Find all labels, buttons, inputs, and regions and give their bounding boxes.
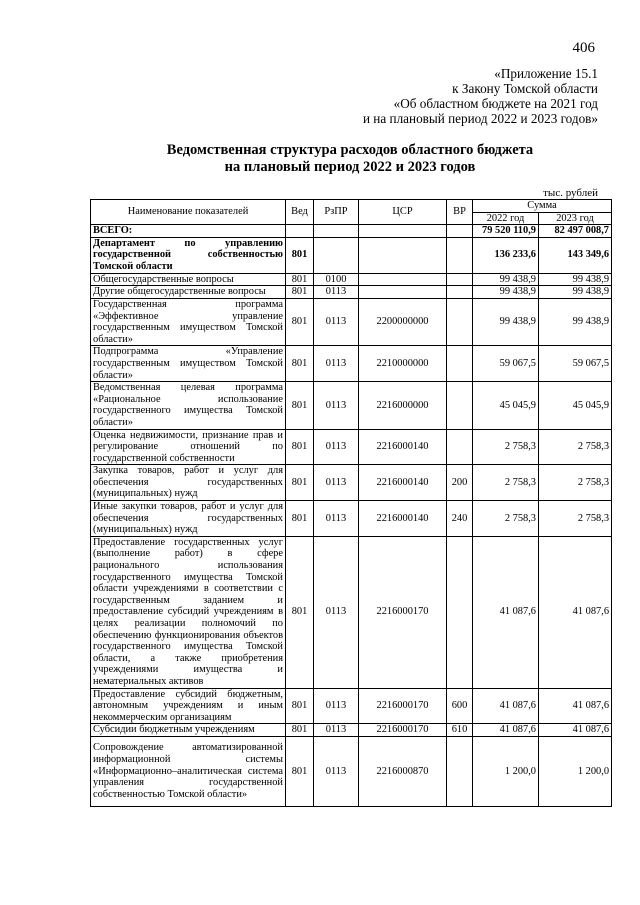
- row-rzpr: 0113: [314, 382, 359, 429]
- document-title: [90, 142, 610, 176]
- row-name: Ведомственная целевая программа «Рациональное использование государственного имущества Томской области»: [91, 382, 286, 429]
- expenditure-table: [90, 199, 612, 807]
- row-csr: 2216000170: [359, 724, 447, 737]
- row-ved: 801: [286, 501, 314, 537]
- row-2023: 99 438,9: [539, 286, 612, 299]
- appendix-line-2: к Закону Томской области: [452, 81, 598, 96]
- row-vr: [447, 298, 473, 345]
- row-ved: 801: [286, 346, 314, 382]
- row-vr: [447, 382, 473, 429]
- table-row: [91, 429, 612, 465]
- row-2022: 1 200,0: [473, 736, 539, 806]
- table-row: [91, 536, 612, 688]
- row-2023: 59 067,5: [539, 346, 612, 382]
- table-row: [91, 298, 612, 345]
- row-rzpr: 0113: [314, 501, 359, 537]
- table-row: [91, 501, 612, 537]
- row-ved: 801: [286, 273, 314, 286]
- row-2022: 41 087,6: [473, 724, 539, 737]
- row-csr: 2216000140: [359, 465, 447, 501]
- row-vr: 600: [447, 688, 473, 724]
- table-row: [91, 688, 612, 724]
- row-2022: 41 087,6: [473, 536, 539, 688]
- row-2022: 99 438,9: [473, 286, 539, 299]
- row-vr: [447, 429, 473, 465]
- row-2022: 41 087,6: [473, 688, 539, 724]
- row-2022: 2 758,3: [473, 465, 539, 501]
- department-2022: 136 233,6: [473, 237, 539, 273]
- department-name-line-3: Томской области: [93, 261, 173, 273]
- row-csr: 2216000140: [359, 501, 447, 537]
- department-name: [91, 237, 286, 273]
- department-name-line-2: государственной собственностью: [93, 249, 283, 261]
- total-2022: 79 520 110,9: [473, 225, 539, 238]
- row-csr: [359, 286, 447, 299]
- row-name: Оценка недвижимости, признание прав и регулирование отношений по государственной собственности: [91, 429, 286, 465]
- row-name: Субсидии бюджетным учреждениям: [91, 724, 286, 737]
- table-body: [91, 225, 612, 807]
- row-csr: 2216000870: [359, 736, 447, 806]
- row-2023: 41 087,6: [539, 536, 612, 688]
- row-ved: 801: [286, 536, 314, 688]
- row-csr: 2216000170: [359, 536, 447, 688]
- row-csr: 2210000000: [359, 346, 447, 382]
- table-row: [91, 382, 612, 429]
- row-2023: 2 758,3: [539, 501, 612, 537]
- row-name: Сопровождение автоматизированной информационной системы «Информационно–аналитическая система управления государственной собственностью Томской области»: [91, 736, 286, 806]
- row-rzpr: 0113: [314, 429, 359, 465]
- table-row: [91, 346, 612, 382]
- row-2023: 2 758,3: [539, 429, 612, 465]
- row-2022: 2 758,3: [473, 501, 539, 537]
- row-ved: 801: [286, 298, 314, 345]
- department-2023: 143 349,6: [539, 237, 612, 273]
- row-csr: 2216000140: [359, 429, 447, 465]
- row-vr: [447, 346, 473, 382]
- header-rzpr: РзПР: [314, 200, 359, 225]
- row-2022: 99 438,9: [473, 298, 539, 345]
- row-rzpr: 0113: [314, 724, 359, 737]
- row-ved: 801: [286, 465, 314, 501]
- appendix-header: [363, 66, 598, 126]
- header-vr: ВР: [447, 200, 473, 225]
- row-csr: 2216000000: [359, 382, 447, 429]
- total-2023: 82 497 008,7: [539, 225, 612, 238]
- row-2023: 41 087,6: [539, 724, 612, 737]
- appendix-line-1: «Приложение 15.1: [494, 66, 598, 81]
- row-2022: 59 067,5: [473, 346, 539, 382]
- table-row: [91, 736, 612, 806]
- row-rzpr: 0113: [314, 536, 359, 688]
- row-ved: 801: [286, 429, 314, 465]
- page-number: 406: [572, 40, 595, 56]
- units-label: тыс. рублей: [543, 187, 598, 199]
- row-2023: 99 438,9: [539, 273, 612, 286]
- header-2022: 2022 год: [473, 212, 539, 225]
- row-rzpr: 0113: [314, 286, 359, 299]
- header-csr: ЦСР: [359, 200, 447, 225]
- row-name: Предоставление государственных услуг (выполнение работ) в сфере рационального использования государственного имущества Томской области учреждениями в соответствии с государственным заданием и предоставление субсидий учреждениям в целях реализации полномочий по обеспечению функционирования объектов государственного имущества Томской области, а также приобретения учреждениями имущества и нематериальных активов: [91, 536, 286, 688]
- appendix-line-3: «Об областном бюджете на 2021 год: [393, 96, 598, 111]
- row-vr: 200: [447, 465, 473, 501]
- row-2022: 2 758,3: [473, 429, 539, 465]
- row-ved: 801: [286, 688, 314, 724]
- table-row: [91, 273, 612, 286]
- table-row: [91, 465, 612, 501]
- row-2023: 45 045,9: [539, 382, 612, 429]
- row-ved: 801: [286, 724, 314, 737]
- department-ved: 801: [286, 237, 314, 273]
- row-2022: 99 438,9: [473, 273, 539, 286]
- row-vr: [447, 273, 473, 286]
- row-vr: 240: [447, 501, 473, 537]
- row-csr: 2216000170: [359, 688, 447, 724]
- row-vr: [447, 536, 473, 688]
- row-name: Другие общегосударственные вопросы: [91, 286, 286, 299]
- row-rzpr: 0113: [314, 346, 359, 382]
- title-line-1: Ведомственная структура расходов областного бюджета: [166, 142, 534, 158]
- header-ved: Вед: [286, 200, 314, 225]
- total-row: [91, 225, 612, 238]
- row-name: Государственная программа «Эффективное управление государственным имуществом Томской области»: [91, 298, 286, 345]
- title-line-2: на плановый период 2022 и 2023 годов: [224, 159, 476, 175]
- department-name-line-1: Департамент по управлению: [93, 237, 283, 249]
- row-2023: 1 200,0: [539, 736, 612, 806]
- row-vr: 610: [447, 724, 473, 737]
- table-row: [91, 286, 612, 299]
- row-2023: 41 087,6: [539, 688, 612, 724]
- row-csr: 2200000000: [359, 298, 447, 345]
- header-sum: Сумма: [473, 200, 612, 213]
- row-2023: 99 438,9: [539, 298, 612, 345]
- row-vr: [447, 286, 473, 299]
- row-ved: 801: [286, 382, 314, 429]
- row-name: Иные закупки товаров, работ и услуг для обеспечения государственных (муниципальных) нужд: [91, 501, 286, 537]
- table-row: [91, 724, 612, 737]
- department-row: [91, 237, 612, 273]
- header-2023: 2023 год: [539, 212, 612, 225]
- row-csr: [359, 273, 447, 286]
- row-2022: 45 045,9: [473, 382, 539, 429]
- row-rzpr: 0113: [314, 298, 359, 345]
- table-header: [91, 200, 612, 225]
- row-name: Подпрограмма «Управление государственным имуществом Томской области»: [91, 346, 286, 382]
- row-ved: 801: [286, 736, 314, 806]
- total-label: ВСЕГО:: [91, 225, 286, 238]
- row-name: Общегосударственные вопросы: [91, 273, 286, 286]
- header-name: Наименование показателей: [91, 200, 286, 225]
- row-vr: [447, 736, 473, 806]
- row-name: Закупка товаров, работ и услуг для обеспечения государственных (муниципальных) нужд: [91, 465, 286, 501]
- appendix-line-4: и на плановый период 2022 и 2023 годов»: [362, 111, 598, 126]
- row-rzpr: 0100: [314, 273, 359, 286]
- row-name: Предоставление субсидий бюджетным, автономным учреждениям и иным некоммерческим организациям: [91, 688, 286, 724]
- row-rzpr: 0113: [314, 465, 359, 501]
- row-2023: 2 758,3: [539, 465, 612, 501]
- row-ved: 801: [286, 286, 314, 299]
- row-rzpr: 0113: [314, 688, 359, 724]
- row-rzpr: 0113: [314, 736, 359, 806]
